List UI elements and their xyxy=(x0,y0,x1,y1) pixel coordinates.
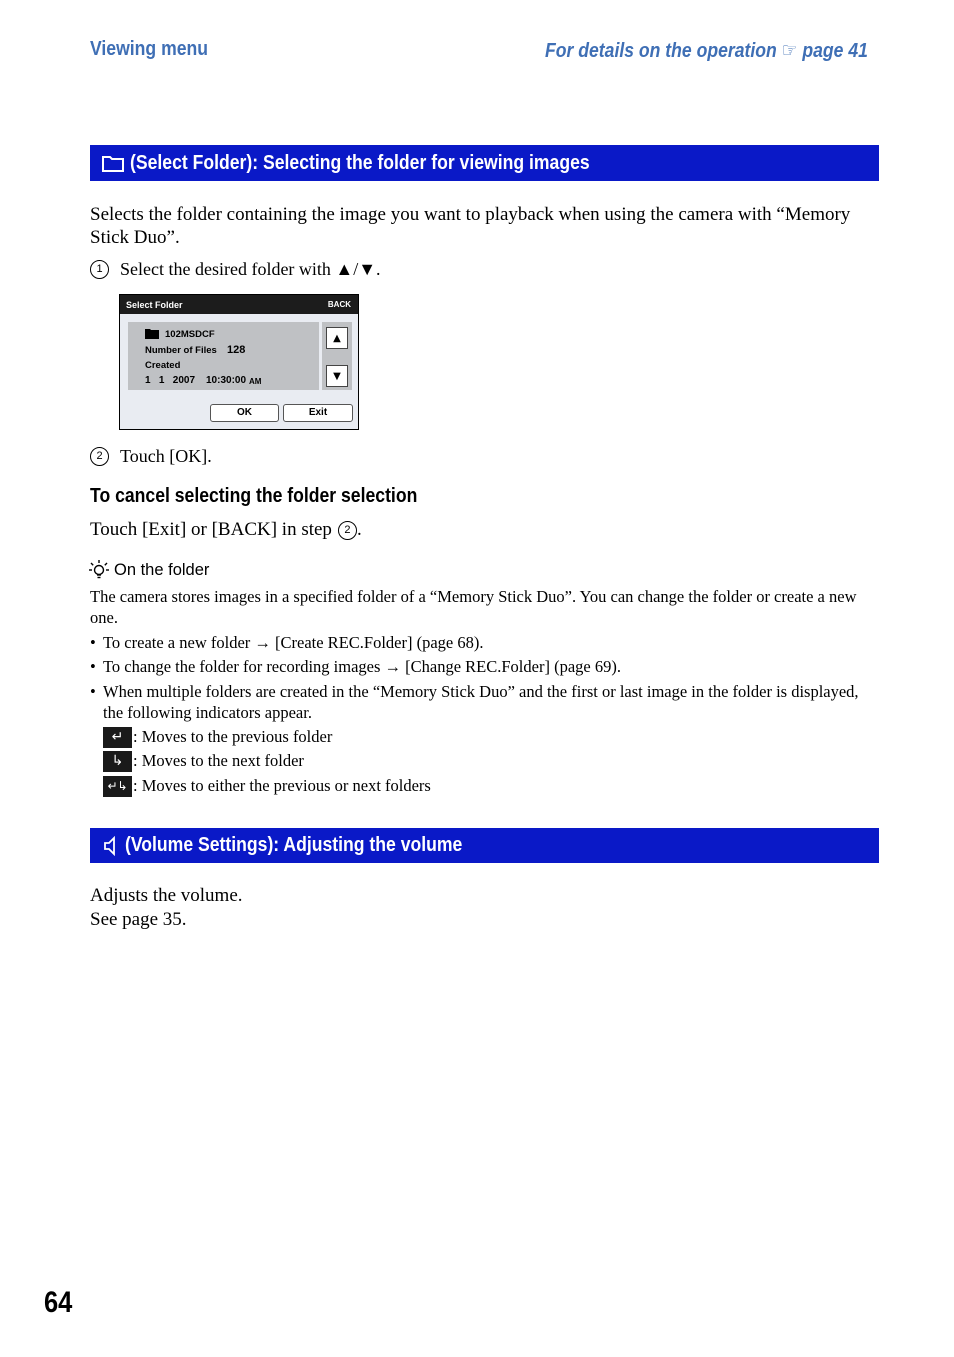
triangle-down-icon: ▼ xyxy=(333,370,341,382)
files-count: 128 xyxy=(227,344,246,356)
hint-bullet-2-text: To change the folder for recording images → [Change REC.Folder] (page 69). xyxy=(103,657,621,676)
step-2 xyxy=(90,446,212,467)
section-bar-volume-settings xyxy=(90,828,879,863)
folder-info-panel xyxy=(128,322,319,390)
next-folder-icon: ↳ xyxy=(103,751,132,772)
hint-body: The camera stores images in a specified folder of a “Memory Stick Duo”. You can change the folder or create a new one. xyxy=(90,587,857,627)
speaker-icon xyxy=(102,836,120,856)
created-label: Created xyxy=(145,360,181,371)
step-2-text: Touch [OK]. xyxy=(120,446,212,466)
pointing-hand-icon: ☞ xyxy=(781,38,798,62)
hint-bullet-3: • When multiple folders are created in the “Memory Stick Duo” and the first or last image in the folder is displayed, the following indicators appear. xyxy=(90,681,880,723)
files-label: Number of Files xyxy=(145,345,217,356)
light-bulb-icon xyxy=(88,559,110,581)
select-folder-intro: Selects the folder containing the image you want to playback when using the camera with “Memory Stick Duo”. xyxy=(90,204,851,248)
section-title-volume-settings: (Volume Settings): Adjusting the volume xyxy=(125,834,463,856)
previous-folder-icon: ↵ xyxy=(103,727,132,748)
hint-title xyxy=(88,559,209,581)
step-number-1: 1 xyxy=(90,260,109,279)
either-folder-icon: ↵↳ xyxy=(103,776,132,797)
folder-icon xyxy=(102,154,124,172)
cancel-text: Touch [Exit] or [BACK] in step xyxy=(90,519,332,540)
indicator-either-folder xyxy=(103,775,431,797)
camera-screen-title: Select Folder xyxy=(126,300,183,310)
hint-bullet-1: • To create a new folder → [Create REC.Folder] (page 68). xyxy=(90,633,484,652)
cancel-text-end: . xyxy=(356,519,362,540)
folder-down-button[interactable] xyxy=(326,365,348,387)
folder-filled-icon xyxy=(145,328,159,339)
folder-up-button[interactable] xyxy=(326,327,348,349)
section-bar-select-folder xyxy=(90,145,879,181)
section-title-select-folder: (Select Folder): Selecting the folder for viewing images xyxy=(130,151,590,174)
indicator-next-folder xyxy=(103,750,304,772)
camera-screen-title-bar xyxy=(120,295,358,314)
hint-bullet-3-text: When multiple folders are created in the “Memory Stick Duo” and the first or last image in the folder is displayed, the following indicators appear. xyxy=(103,682,859,722)
exit-button[interactable]: Exit xyxy=(283,404,353,422)
folder-name: 102MSDCF xyxy=(165,329,215,340)
running-header-right xyxy=(545,38,868,63)
cancel-step-number: 2 xyxy=(338,521,357,540)
cancel-instructions xyxy=(90,519,362,541)
header-page-ref: page 41 xyxy=(802,40,868,62)
header-operation-text: For details on the operation xyxy=(545,40,777,62)
volume-text-2: See page 35. xyxy=(90,909,187,930)
volume-text-1: Adjusts the volume. xyxy=(90,885,243,906)
indicator-previous-text: : Moves to the previous folder xyxy=(133,727,333,746)
ok-button[interactable]: OK xyxy=(210,404,279,422)
cancel-heading: To cancel selecting the folder selection xyxy=(90,485,418,507)
created-date: 1 1 2007 xyxy=(145,375,196,386)
hint-bullet-2: • To change the folder for recording images → [Change REC.Folder] (page 69). xyxy=(90,657,621,676)
step-1-text: Select the desired folder with ▲/▼. xyxy=(120,259,381,279)
camera-back-button[interactable]: BACK xyxy=(327,300,351,309)
camera-select-folder-screen xyxy=(119,294,359,430)
indicator-either-text: : Moves to either the previous or next folders xyxy=(133,776,431,795)
created-time: 10:30:00 xyxy=(206,375,247,386)
indicator-previous-folder xyxy=(103,726,332,748)
page-number: 64 xyxy=(44,1286,73,1319)
hint-bullet-1-text: To create a new folder → [Create REC.Folder] (page 68). xyxy=(103,633,484,652)
indicator-next-text: : Moves to the next folder xyxy=(133,751,304,770)
step-number-2: 2 xyxy=(90,447,109,466)
running-header-left: Viewing menu xyxy=(90,38,209,60)
hint-title-text: On the folder xyxy=(114,560,210,579)
created-ampm: AM xyxy=(249,377,262,386)
step-1 xyxy=(90,259,381,280)
triangle-up-icon: ▲ xyxy=(333,332,341,344)
